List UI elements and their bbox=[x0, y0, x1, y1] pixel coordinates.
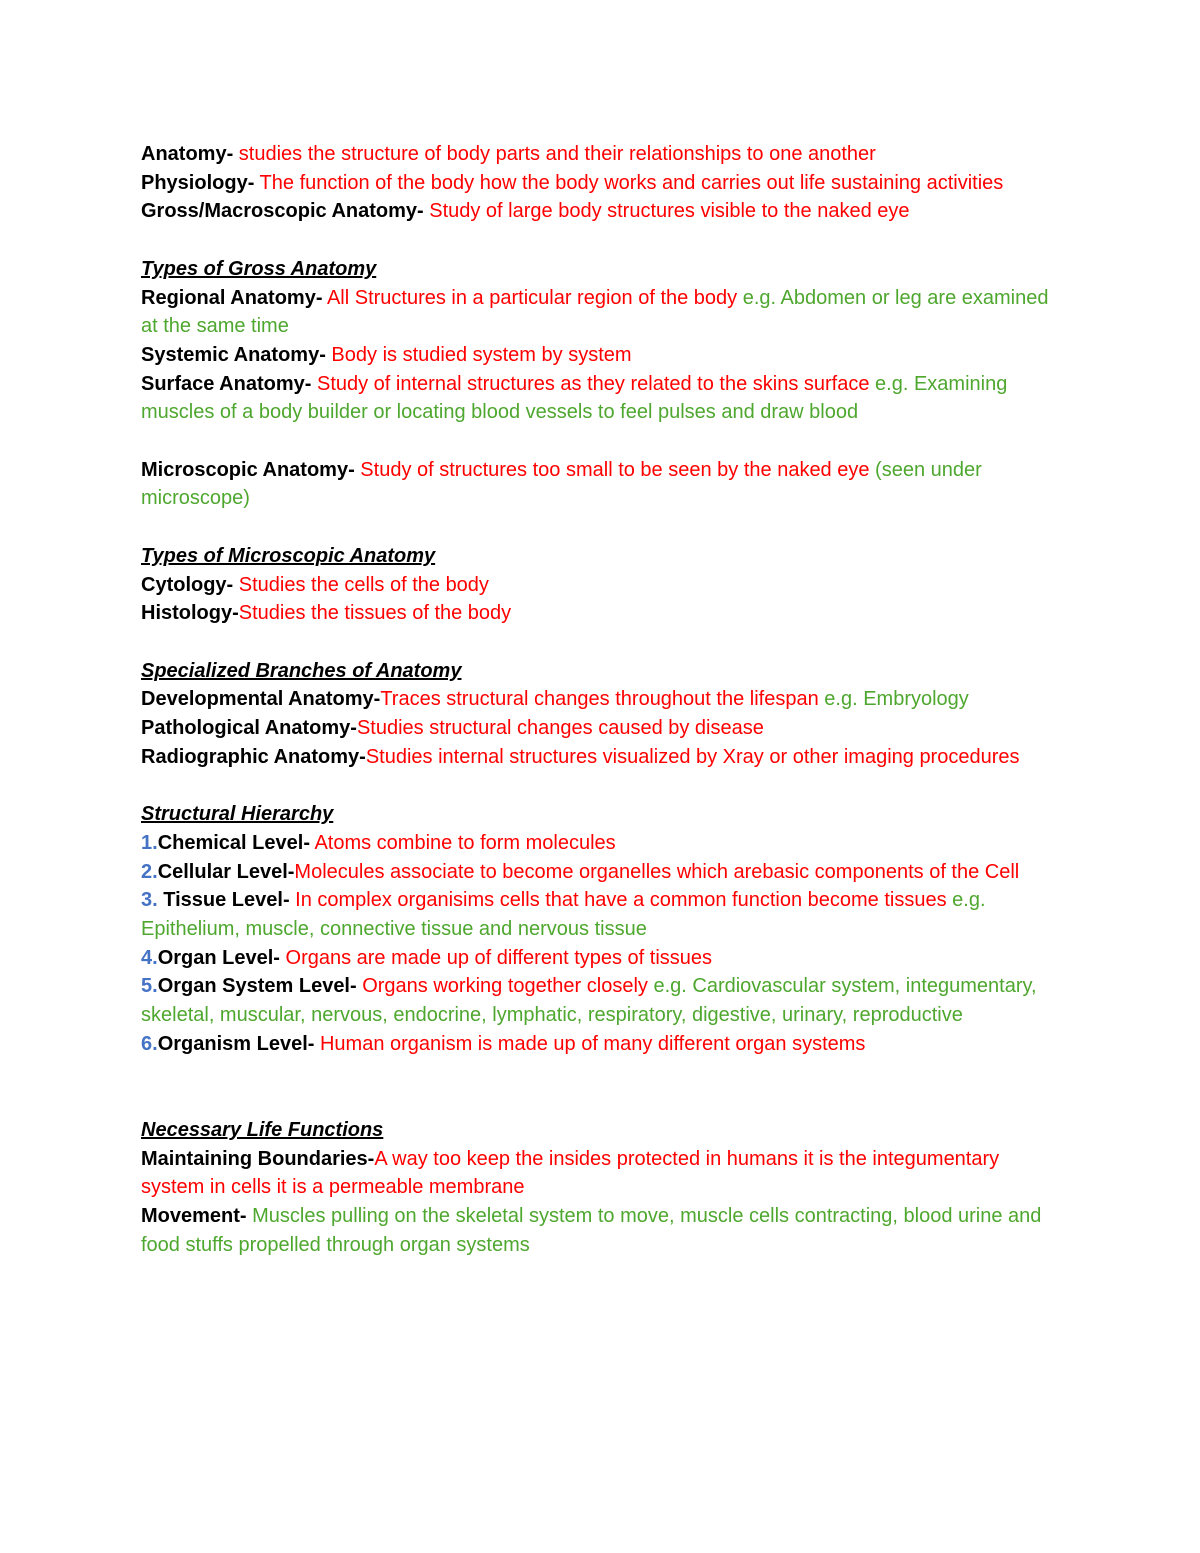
list-number: 3. bbox=[141, 889, 158, 912]
term-label: Radiographic Anatomy- bbox=[141, 745, 366, 768]
list-number: 1. bbox=[141, 831, 158, 854]
definition-text: In complex organisims cells that have a common function become tissues bbox=[289, 889, 953, 912]
blank-line bbox=[141, 513, 1066, 542]
example-text: e.g. Embryology bbox=[824, 688, 969, 711]
note-line bbox=[141, 972, 1066, 1029]
term-label: Pathological Anatomy- bbox=[141, 717, 357, 739]
term-label: Cytology- bbox=[141, 573, 234, 596]
note-line bbox=[141, 197, 1066, 226]
definition-text: The function of the body how the body works and carries out life sustaining activities bbox=[254, 171, 1004, 194]
definition-text: All Structures in a particular region of the body bbox=[322, 286, 743, 309]
note-line bbox=[141, 571, 1066, 600]
section-heading: Types of Microscopic Anatomy bbox=[141, 544, 436, 567]
definition-text: Atoms combine to form molecules bbox=[309, 831, 616, 854]
blank-line bbox=[141, 628, 1066, 657]
definition-text: Studies structural changes caused by disease bbox=[356, 717, 764, 739]
list-number: 6. bbox=[141, 1032, 158, 1055]
note-line bbox=[141, 341, 1066, 370]
term-label: Chemical Level- bbox=[157, 831, 310, 854]
term-label: Movement- bbox=[141, 1204, 247, 1227]
section-heading: Specialized Branches of Anatomy bbox=[141, 659, 462, 682]
note-line bbox=[141, 743, 1066, 772]
note-line bbox=[141, 1202, 1066, 1259]
note-line bbox=[141, 456, 1066, 513]
term-label: Cellular Level- bbox=[157, 860, 295, 883]
term-label: Organ System Level- bbox=[157, 975, 357, 998]
term-label: Systemic Anatomy- bbox=[141, 343, 326, 366]
section-heading: Types of Gross Anatomy bbox=[141, 257, 377, 280]
list-number: 2. bbox=[141, 860, 158, 883]
definition-text: Molecules associate to become organelles which arebasic components of the Cell bbox=[294, 860, 1020, 883]
example-text: Muscles pulling on the skeletal system to move, muscle cells contracting, blood urine and food stuffs propelled through organ systems bbox=[141, 1204, 1042, 1256]
note-line bbox=[141, 829, 1066, 858]
term-label: Tissue Level- bbox=[157, 889, 290, 912]
definition-text: Body is studied system by system bbox=[325, 343, 632, 366]
example-text: e.g. Examining muscles of a body builder or locating blood vessels to feel pulses and draw blood bbox=[141, 372, 1008, 424]
note-line bbox=[141, 714, 1066, 743]
blank-line bbox=[141, 427, 1066, 456]
term-label: Histology- bbox=[141, 602, 239, 625]
term-label: Surface Anatomy- bbox=[141, 372, 312, 395]
note-line bbox=[141, 140, 1066, 169]
note-line bbox=[141, 284, 1066, 341]
definition-text: Study of internal structures as they related to the skins surface bbox=[311, 372, 876, 395]
example-text: e.g. Cardiovascular system, integumentary, skeletal, muscular, nervous, endocrine, lymphatic, respiratory, digestive, urinary, reproductive bbox=[141, 975, 1037, 1027]
note-line bbox=[141, 1030, 1066, 1059]
definition-text: Organs are made up of different types of tissues bbox=[279, 946, 713, 969]
blank-line bbox=[141, 226, 1066, 255]
notes-body bbox=[141, 140, 1066, 1259]
term-label: Anatomy- bbox=[141, 143, 234, 165]
note-line bbox=[141, 944, 1066, 973]
term-label: Organ Level- bbox=[157, 946, 280, 969]
note-line bbox=[141, 858, 1066, 887]
definition-text: A way too keep the insides protected in humans it is the integumentary system in cells it is a permeable membrane bbox=[141, 1147, 1000, 1199]
note-line bbox=[141, 685, 1066, 714]
definition-text: Studies the cells of the body bbox=[233, 573, 489, 596]
section-heading: Structural Hierarchy bbox=[141, 803, 334, 826]
term-label: Gross/Macroscopic Anatomy- bbox=[141, 200, 424, 223]
section-heading: Necessary Life Functions bbox=[141, 1118, 384, 1141]
definition-text: Study of structures too small to be seen by the naked eye bbox=[354, 458, 876, 481]
term-label: Maintaining Boundaries- bbox=[141, 1147, 375, 1170]
term-label: Regional Anatomy- bbox=[141, 286, 323, 309]
definition-text: Human organism is made up of many different organ systems bbox=[314, 1032, 866, 1055]
term-label: Organism Level- bbox=[157, 1032, 315, 1055]
note-line bbox=[141, 169, 1066, 198]
definition-text: Study of large body structures visible to the naked eye bbox=[423, 200, 910, 223]
blank-line bbox=[141, 1058, 1066, 1115]
note-line bbox=[141, 599, 1066, 628]
term-label: Microscopic Anatomy- bbox=[141, 458, 355, 481]
example-text: e.g. Abdomen or leg are examined at the same time bbox=[141, 286, 1049, 338]
note-line bbox=[141, 886, 1066, 943]
definition-text: Studies the tissues of the body bbox=[238, 602, 512, 625]
definition-text: Studies internal structures visualized by Xray or other imaging procedures bbox=[365, 745, 1020, 768]
definition-text: Organs working together closely bbox=[356, 975, 654, 998]
example-text: (seen under microscope) bbox=[141, 458, 982, 510]
term-label: Physiology- bbox=[141, 171, 255, 194]
blank-line bbox=[141, 771, 1066, 800]
example-text: e.g. Epithelium, muscle, connective tissue and nervous tissue bbox=[141, 889, 986, 940]
list-number: 5. bbox=[141, 975, 158, 998]
note-line bbox=[141, 370, 1066, 427]
definition-text: Traces structural changes throughout the lifespan bbox=[380, 688, 825, 711]
term-label: Developmental Anatomy- bbox=[141, 688, 381, 711]
note-line bbox=[141, 1145, 1066, 1202]
definition-text: studies the structure of body parts and their relationships to one another bbox=[233, 143, 876, 165]
list-number: 4. bbox=[141, 946, 158, 969]
